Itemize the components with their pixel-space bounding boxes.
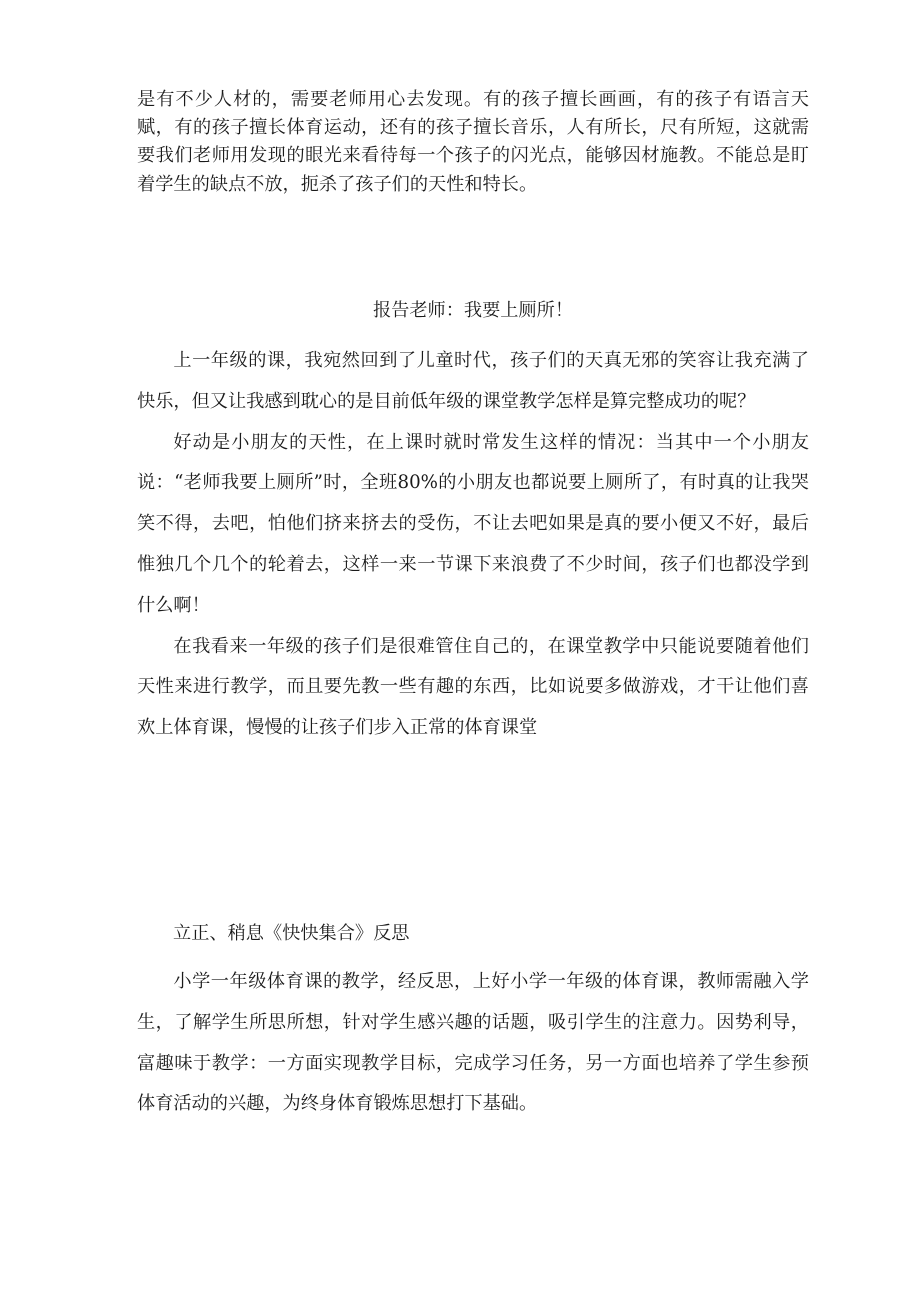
- section1-paragraph-1: 上一年级的课，我宛然回到了儿童时代，孩子们的天真无邪的笑容让我充满了快乐，但又让我感到耽心的是目前低年级的课堂教学怎样是算完整成功的呢？: [137, 350, 809, 412]
- section-reflection-body: [137, 962, 809, 1125]
- section-title-reflection: 立正、稍息《快快集合》反思: [173, 923, 410, 944]
- section-title-report-teacher: 报告老师：我要上厕所！: [372, 300, 574, 321]
- section2-paragraph-1: 小学一年级体育课的教学，经反思，上好小学一年级的体育课，教师需融入学生，了解学生所思所想，针对学生感兴趣的话题，吸引学生的注意力。因势利导，富趣味于教学：一方面实现教学目标，完成学习任务，另一方面也培养了学生参预体育活动的兴趣，为终身体育锻炼思想打下基础。: [137, 971, 809, 1115]
- intro-paragraph: 是有不少人材的，需要老师用心去发现。有的孩子擅长画画，有的孩子有语言天赋，有的孩子擅长体育运动，还有的孩子擅长音乐，人有所长，尺有所短，这就需要我们老师用发现的眼光来看待每一个孩子的闪光点，能够因材施教。不能总是盯着学生的缺点不放，扼杀了孩子们的天性和特长。: [137, 89, 809, 195]
- section1-paragraph-2: 好动是小朋友的天性，在上课时就时常发生这样的情况：当其中一个小朋友说：“老师我要上厕所”时，全班80%的小朋友也都说要上厕所了，有时真的让我哭笑不得，去吧，怕他们挤来挤去的受伤，不让去吧如果是真的要小便又不好，最后惟独几个几个的轮着去，这样一来一节课下来浪费了不少时间，孩子们也都没学到什么啊！: [137, 431, 809, 616]
- section-report-teacher-body: [137, 341, 809, 749]
- section1-paragraph-3: 在我看来一年级的孩子们是很难管住自己的，在课堂教学中只能说要随着他们天性来进行教学，而且要先教一些有趣的东西，比如说要多做游戏，才干让他们喜欢上体育课，慢慢的让孩子们步入正常的体育课堂: [137, 635, 809, 739]
